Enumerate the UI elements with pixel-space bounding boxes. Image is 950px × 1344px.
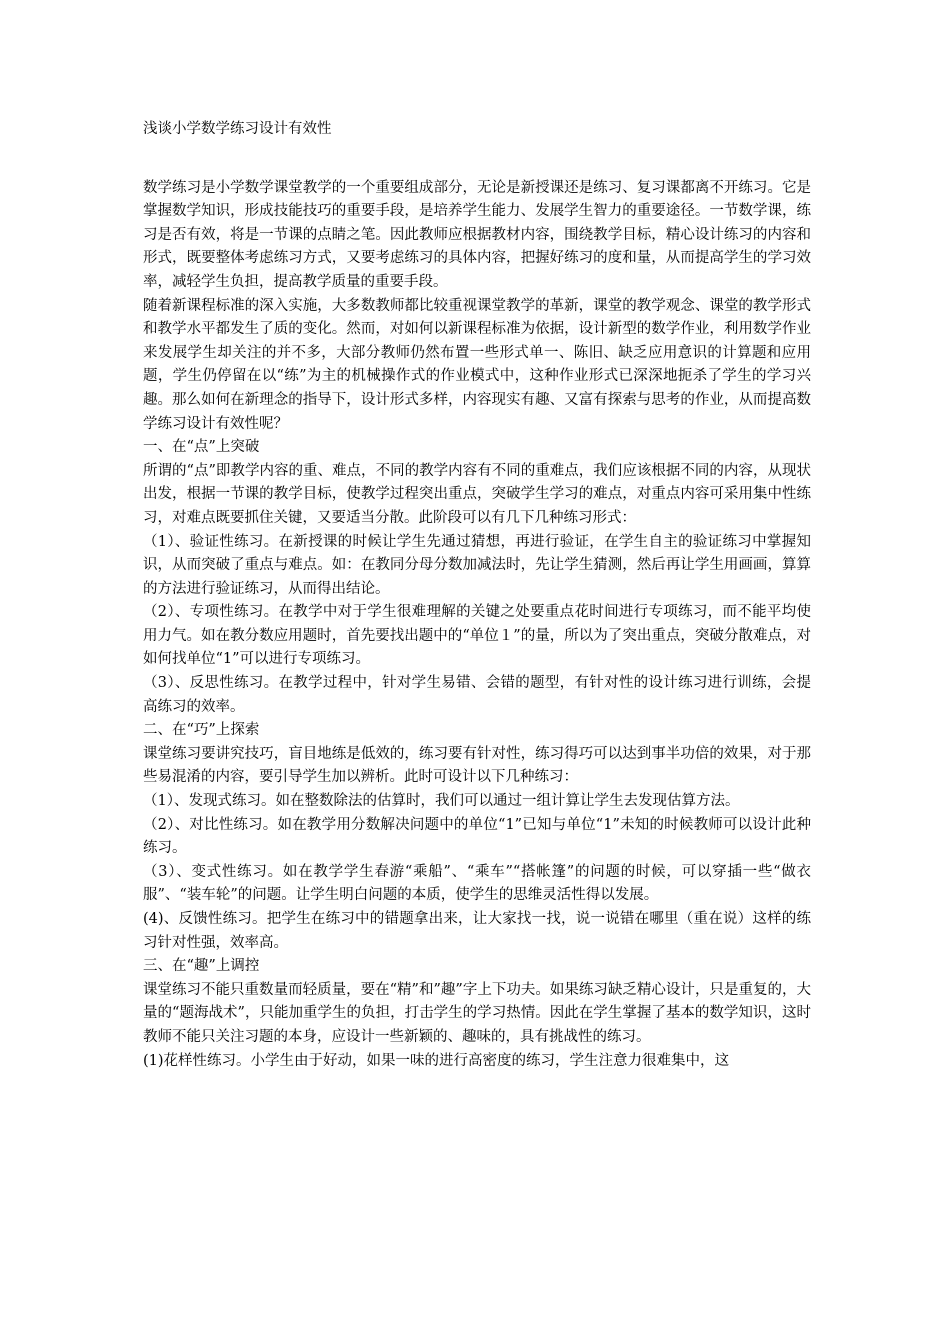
section-heading-2: 二、在“巧”上探索	[143, 722, 260, 739]
list-item-2-2: （2）、对比性练习。如在教学用分数解决问题中的单位“1”已知与单位“1”未知的时候教师可以设计此种练习。	[143, 816, 811, 857]
document-page	[143, 118, 811, 1073]
list-item-1-3: （3）、反思性练习。在教学过程中，针对学生易错、会错的题型，有针对性的设计练习进行训练，会提高练习的效率。	[143, 675, 811, 715]
list-item-1-1: （1）、验证性练习。在新授课的时候让学生先通过猜想，再进行验证，在学生自主的验证练习中掌握知识，从而突破了重点与难点。如：在教同分母分数加减法时，先让学生猜测，然后再让学生用画画，算算的方法进行验证练习，从而得出结论。	[143, 533, 811, 597]
document-title: 浅谈小学数学练习设计有效性	[143, 121, 332, 137]
list-item-2-4: (4)、反馈性练习。把学生在练习中的错题拿出来，让大家找一找，说一说错在哪里（重在说）这样的练习针对性强，效率高。	[143, 911, 811, 951]
paragraph-intro: 数学练习是小学数学课堂教学的一个重要组成部分，无论是新授课还是练习、复习课都离不开练习。它是掌握数学知识，形成技能技巧的重要手段，是培养学生能力、发展学生智力的重要途径。一节数学课，练习是否有效，将是一节课的点睛之笔。因此教师应根据教材内容，围绕教学目标，精心设计练习的内容和形式，既要整体考虑练习方式，又要考虑练习的具体内容，把握好练习的度和量，从而提高学生的学习效率，减轻学生负担，提高教学质量的重要手段。	[143, 179, 811, 290]
paragraph-section-2: 课堂练习要讲究技巧，盲目地练是低效的，练习要有针对性，练习得巧可以达到事半功倍的效果，对于那些易混淆的内容，要引导学生加以辨析。此时可设计以下几种练习：	[143, 745, 811, 786]
paragraph-section-1: 所谓的“点”即教学内容的重、难点，不同的教学内容有不同的重难点，我们应该根据不同的内容，从现状出发，根据一节课的教学目标，使教学过程突出重点，突破学生学习的难点，对重点内容可采用集中性练习，对难点既要抓住关键，又要适当分散。此阶段可以有几下几种练习形式：	[143, 462, 811, 526]
list-item-2-3: （3）、变式性练习。如在教学学生春游“乘船”、“乘车”“搭帐篷”的问题的时候，可以穿插一些“做衣服”、“装车轮”的问题。让学生明白问题的本质，使学生的思维灵活性得以发展。	[143, 863, 811, 904]
section-heading-1: 一、在“点”上突破	[143, 439, 260, 456]
list-item-3-1: (1)花样性练习。小学生由于好动，如果一味的进行高密度的练习，学生注意力很难集中，这	[143, 1052, 730, 1069]
list-item-2-1: （1）、发现式练习。如在整数除法的估算时，我们可以通过一组计算让学生去发现估算方法。	[143, 793, 740, 810]
list-item-1-2: （2）、专项性练习。在教学中对于学生很难理解的关键之处要重点花时间进行专项练习，而不能平均使用力气。如在教分数应用题时，首先要找出题中的“单位１”的量，所以为了突出重点，突破分散难点，对如何找单位“1”可以进行专项练习。	[143, 604, 811, 668]
section-heading-3: 三、在“趣”上调控	[143, 958, 260, 975]
paragraph-background: 随着新课程标准的深入实施，大多数教师都比较重视课堂教学的革新，课堂的教学观念、课堂的教学形式和教学水平都发生了质的变化。然而，对如何以新课程标准为依据，设计新型的数学作业，利用数学作业来发展学生却关注的并不多，大部分教师仍然布置一些形式单一、陈旧、缺乏应用意识的计算题和应用题，学生仍停留在以“练”为主的机械操作式的作业模式中，这种作业形式已深深地扼杀了学生的学习兴趣。那么如何在新理念的指导下，设计形式多样，内容现实有趣、又富有探索与思考的作业，从而提高数学练习设计有效性呢？	[143, 297, 811, 432]
paragraph-section-3: 课堂练习不能只重数量而轻质量，要在“精”和”趣”字上下功夫。如果练习缺乏精心设计，只是重复的，大量的“题海战术”，只能加重学生的负担，打击学生的学习热情。因此在学生掌握了基本的数学知识，这时教师不能只关注习题的本身，应设计一些新颖的、趣味的，具有挑战性的练习。	[143, 981, 811, 1045]
